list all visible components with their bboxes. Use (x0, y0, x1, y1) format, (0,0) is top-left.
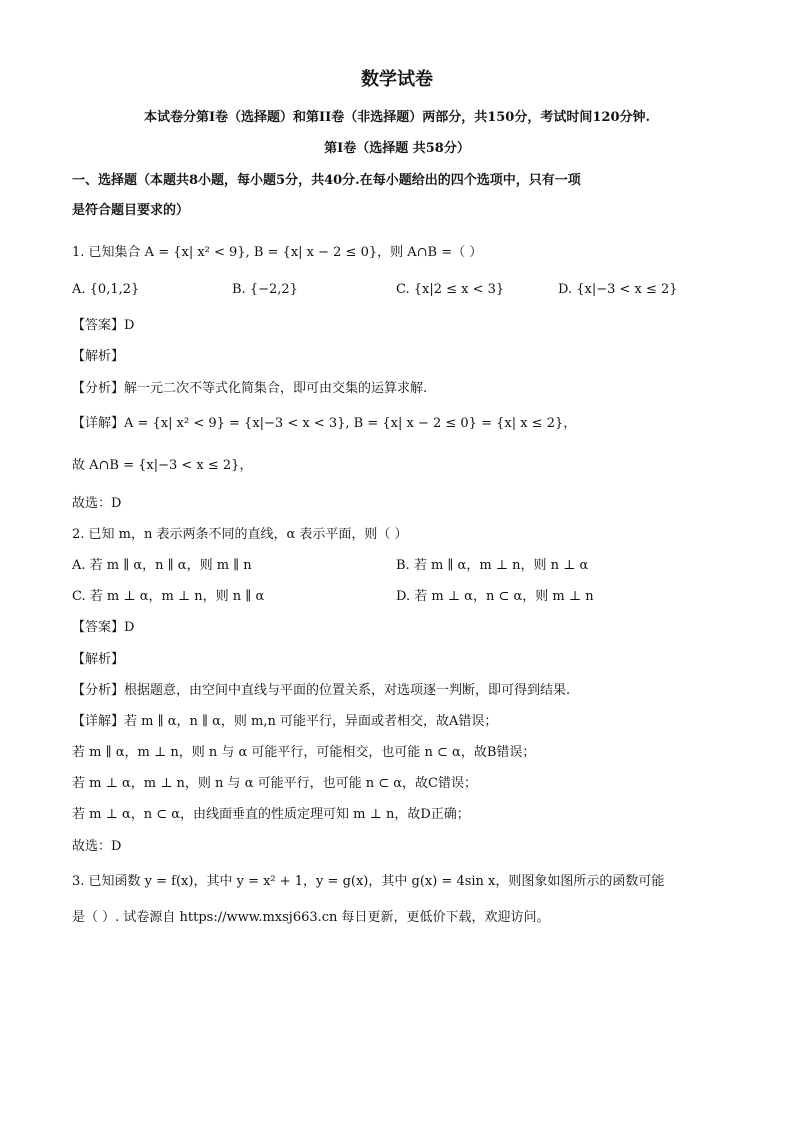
q2-detail-1: 【详解】若 m ∥ α，n ∥ α，则 m,n 可能平行，异面或者相交，故A错误； (72, 714, 498, 729)
q2-answer: 【答案】D (72, 620, 135, 635)
q2-detail-2: 若 m ∥ α，m ⊥ n，则 n 与 α 可能平行，可能相交，也可能 n ⊂ α，故B错误； (72, 745, 536, 760)
q2-option-a: A. 若 m ∥ α，n ∥ α，则 m ∥ n (72, 558, 252, 573)
q3-stem-line2: 是（ ）. 试卷源自 https://www.mxsj663.cn 每日更新，更低价下载，欢迎访问。 (72, 910, 550, 925)
q2-detail-4: 若 m ⊥ α，n ⊂ α，由线面垂直的性质定理可知 m ⊥ n，故D正确； (72, 807, 470, 822)
q1-answer: 【答案】D (72, 318, 135, 333)
q1-stem: 1. 已知集合 A = {x| x² < 9}, B = {x| x − 2 ≤ 0}，则 A∩B =（ ） (72, 245, 483, 260)
q2-option-d: D. 若 m ⊥ α，n ⊂ α，则 m ⊥ n (396, 589, 594, 604)
section1-heading-line2: 是符合题目要求的） (72, 203, 190, 218)
q1-option-d: D. {x|−3 < x ≤ 2} (558, 282, 678, 297)
q1-option-b: B. {−2,2} (232, 282, 298, 297)
q2-option-b: B. 若 m ∥ α，m ⊥ n，则 n ⊥ α (396, 558, 589, 573)
q1-choose: 故选：D (72, 496, 122, 511)
q2-option-c: C. 若 m ⊥ α，m ⊥ n，则 n ∥ α (72, 589, 265, 604)
q1-analysis: 【分析】解一元二次不等式化简集合，即可由交集的运算求解. (72, 381, 428, 396)
page-title: 数学试卷 (361, 69, 433, 90)
q1-option-a: A. {0,1,2} (72, 282, 140, 297)
q2-detail-3: 若 m ⊥ α，m ⊥ n，则 n 与 α 可能平行，也可能 n ⊂ α，故C错误； (72, 776, 477, 791)
exam-intro: 本试卷分第I卷（选择题）和第II卷（非选择题）两部分，共150分，考试时间120分钟. (143, 110, 651, 125)
q2-stem: 2. 已知 m，n 表示两条不同的直线，α 表示平面，则（ ） (72, 527, 408, 542)
q2-analysis-label: 【解析】 (72, 652, 125, 667)
q2-choose: 故选：D (72, 839, 122, 854)
q2-analysis: 【分析】根据题意，由空间中直线与平面的位置关系，对选项逐一判断，即可得到结果. (72, 683, 571, 698)
section1-heading-line1: 一、选择题（本题共8小题，每小题5分，共40分.在每小题给出的四个选项中，只有一项 (72, 173, 581, 188)
part1-title: 第I卷（选择题 共58分） (324, 141, 470, 156)
q1-analysis-label: 【解析】 (72, 349, 125, 364)
q1-detail-2: 故 A∩B = {x|−3 < x ≤ 2}， (72, 458, 253, 473)
q3-stem-line1: 3. 已知函数 y = f(x)，其中 y = x² + 1，y = g(x)，其中 g(x) = 4sin x，则图象如图所示的函数可能 (72, 874, 665, 889)
q1-detail-1: 【详解】A = {x| x² < 9} = {x|−3 < x < 3}, B = {x| x − 2 ≤ 0} = {x| x ≤ 2}， (72, 416, 577, 431)
q1-option-c: C. {x|2 ≤ x < 3} (396, 282, 505, 297)
